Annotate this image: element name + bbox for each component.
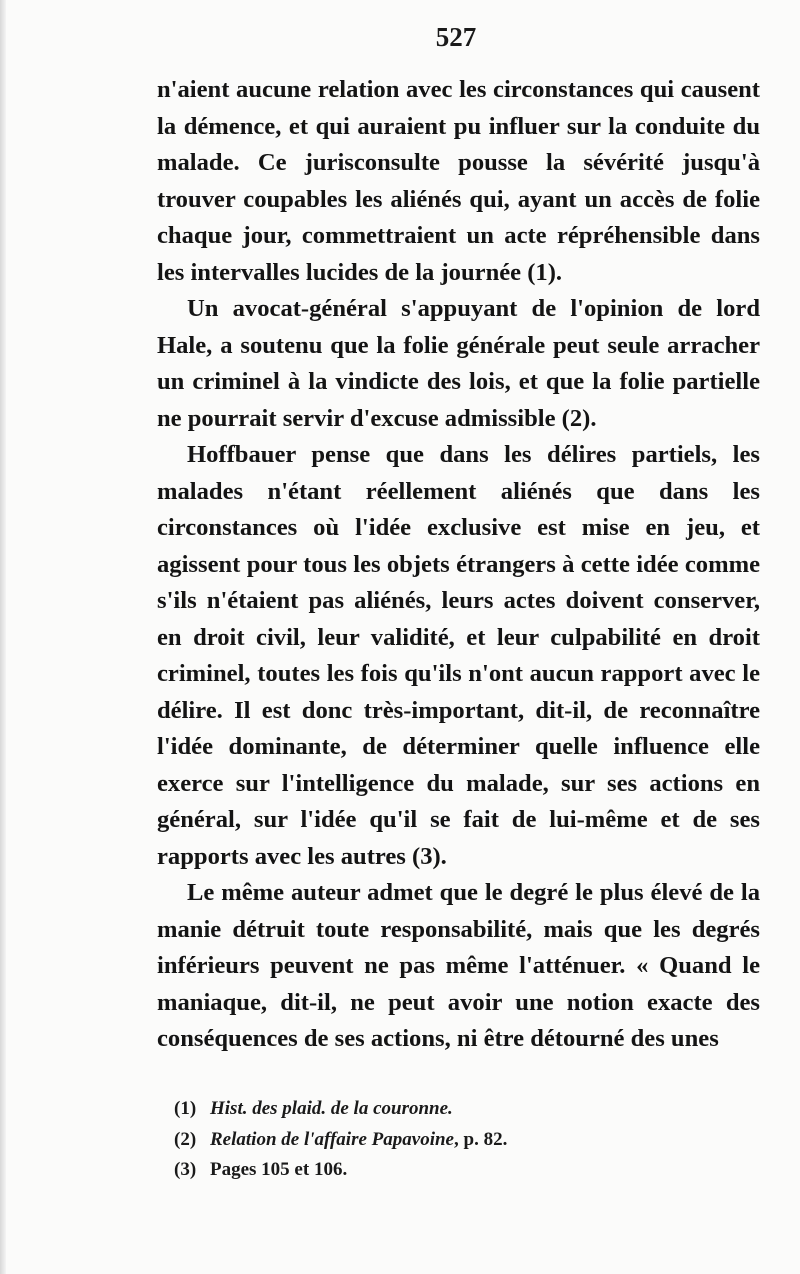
paragraph-3: Hoffbauer pense que dans les délires partiels, les malades n'étant réellement aliénés que dans les circonstances où l'idée exclusive est mise en jeu, et agissent pour tous les objets étrangers à cette idée comme s'ils n'étaient pas aliénés, leurs actes doivent conserver, en droit civil, leur validité, et leur culpabilité en droit criminel, toutes les fois qu'ils n'ont aucun rapport avec le délire. Il est donc très-important, dit-il, de reconnaître l'idée dominante, de déterminer quelle influence elle exerce sur l'intelligence du malade, sur ses actions en général, sur l'idée qu'il se fait de lui-même et de ses rapports avec les autres (3).	[157, 441, 760, 870]
footnote-rest: , p. 82.	[454, 1128, 508, 1150]
paragraph-2: Un avocat-général s'appuyant de l'opinion de lord Hale, a soutenu que la folie générale peut seule arracher un criminel à la vindicte des lois, et que la folie partielle ne pourrait servir d'excuse admissible (2).	[157, 295, 760, 432]
footnote-2	[174, 1125, 734, 1156]
footnote-3	[174, 1155, 734, 1186]
page-number: 527	[435, 22, 477, 52]
paragraph-1: n'aient aucune relation avec les circonstances qui causent la démence, et qui auraient pu influer sur la conduite du malade. Ce jurisconsulte pousse la sévérité jusqu'à trouver coupables les aliénés qui, ayant un accès de folie chaque jour, commettraient un acte répréhensible dans les intervalles lucides de la journée (1).	[157, 76, 760, 286]
paragraph-4: Le même auteur admet que le degré le plus élevé de la manie détruit toute responsabilité, mais que les degrés inférieurs peuvent ne pas même l'atténuer. « Quand le maniaque, dit-il, ne peut avoir une notion exacte des conséquences de ses actions, ni être détourné des unes	[157, 879, 760, 1052]
footnote-title: Hist. des plaid. de la couronne.	[210, 1098, 453, 1119]
footnote-number: (3)	[174, 1159, 197, 1180]
page-edge	[0, 0, 6, 1274]
footnote-rest: Pages 105 et 106.	[210, 1159, 348, 1180]
footnote-number: (1)	[174, 1098, 197, 1119]
footnote-title: Relation de l'affaire Papavoine	[210, 1128, 454, 1150]
footnote-number: (2)	[174, 1128, 197, 1150]
footnote-1	[174, 1094, 734, 1125]
body-text	[157, 72, 760, 1058]
footnotes	[174, 1094, 734, 1186]
